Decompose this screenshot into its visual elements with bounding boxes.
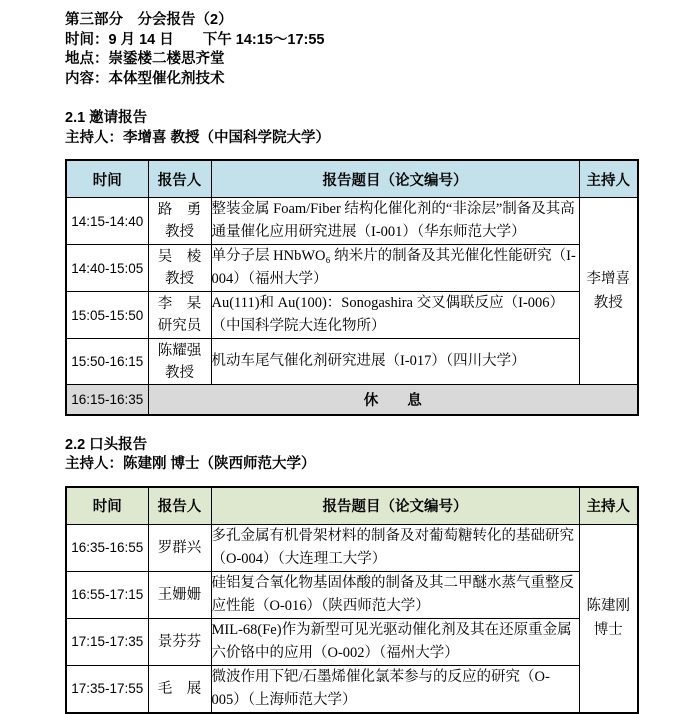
section-2-2-chair-line: 主持人：陈建刚 博士（陕西师范大学） — [65, 456, 316, 472]
talk-title-cell: 硅铝复合氧化物基固体酸的制备及其二甲醚水蒸气重整反应性能（O-016）（陕西师范大学） — [211, 571, 579, 618]
invited-talks-table — [65, 159, 639, 416]
speaker-name: 李 杲 — [157, 296, 202, 312]
section-oral-talks — [65, 436, 640, 714]
time-cell: 16:55-17:15 — [66, 571, 148, 618]
speaker-cell — [148, 292, 211, 339]
speaker-cell: 毛 展 — [148, 665, 211, 713]
time-cell: 16:35-16:55 — [66, 524, 148, 571]
time-cell: 17:35-17:55 — [66, 665, 148, 713]
table-row — [66, 198, 638, 245]
table-row — [66, 245, 638, 292]
session-time-line: 时间：9 月 14 日 下午 14:15～17:55 — [65, 31, 325, 48]
venue-line: 地点：崇鋈楼二楼思齐堂 — [65, 51, 225, 67]
column-header-title: 报告题目（论文编号） — [211, 487, 579, 525]
break-label-cell: 休 息 — [148, 385, 638, 415]
column-header-chair: 主持人 — [579, 160, 638, 198]
table-row — [66, 665, 638, 713]
chair-name: 陈建刚 — [586, 598, 630, 614]
column-header-time: 时间 — [66, 487, 148, 525]
talk-title-cell: 微波作用下钯/石墨烯催化氯苯参与的反应的研究（O-005）（上海师范大学） — [211, 665, 579, 713]
section-2-1-heading: 2.1 邀请报告 — [65, 110, 148, 126]
table-header-row — [66, 487, 638, 525]
speaker-cell — [148, 245, 211, 292]
time-cell: 14:40-15:05 — [66, 245, 148, 292]
table-row — [66, 571, 638, 618]
speaker-name: 吴 棱 — [157, 249, 202, 265]
chair-title: 教授 — [593, 295, 623, 311]
column-header-time: 时间 — [66, 160, 148, 198]
speaker-cell: 王姗姗 — [148, 571, 211, 618]
content-line: 内容：本体型催化剂技术 — [65, 70, 225, 87]
chair-name: 李增喜 — [586, 271, 630, 287]
talk-title-cell: 整装金属 Foam/Fiber 结构化催化剂的“非涂层”制备及其高通量催化应用研究进展（I-001）（华东师范大学） — [211, 198, 579, 245]
speaker-title: 教授 — [165, 224, 194, 240]
talk-title-cell: MIL-68(Fe)作为新型可见光驱动催化剂及其在还原重金属六价铬中的应用（O-002）（福州大学） — [211, 618, 579, 665]
speaker-title: 教授 — [165, 364, 194, 381]
session-chair-cell — [579, 198, 638, 385]
talk-title-cell: 机动车尾气催化剂研究进展（I-017）（四川大学） — [211, 339, 579, 385]
speaker-cell — [148, 198, 211, 245]
time-cell: 15:05-15:50 — [66, 292, 148, 339]
section-2-2-heading: 2.2 口头报告 — [65, 436, 148, 453]
session-chair-cell — [579, 524, 638, 713]
talk-title-cell: 多孔金属有机骨架材料的制备及对葡萄糖转化的基础研究（O-004）（大连理工大学） — [211, 524, 579, 571]
section-2-1-chair-line: 主持人：李增喜 教授（中国科学院大学） — [65, 129, 331, 146]
part-title: 第三部分 分会报告（2） — [65, 12, 233, 28]
speaker-cell: 罗群兴 — [148, 524, 211, 571]
oral-talks-table — [65, 486, 639, 714]
speaker-cell — [148, 339, 211, 385]
speaker-cell: 景芬芬 — [148, 618, 211, 665]
column-header-speaker: 报告人 — [148, 160, 211, 198]
time-cell: 15:50-16:15 — [66, 339, 148, 385]
break-row — [66, 385, 638, 415]
time-cell: 17:15-17:35 — [66, 618, 148, 665]
table-row — [66, 618, 638, 665]
speaker-title: 研究员 — [157, 318, 202, 334]
speaker-name: 路 勇 — [157, 202, 202, 218]
table-row — [66, 339, 638, 385]
chair-title: 博士 — [593, 622, 623, 638]
speaker-name: 陈耀强 — [157, 342, 202, 359]
talk-title-cell: 单分子层 HNbWO₆ 纳米片的制备及其光催化性能研究（I-004）（福州大学） — [211, 245, 579, 292]
break-time-cell: 16:15-16:35 — [66, 385, 148, 415]
table-row — [66, 292, 638, 339]
column-header-title: 报告题目（论文编号） — [211, 160, 579, 198]
column-header-chair: 主持人 — [579, 487, 638, 525]
time-cell: 14:15-14:40 — [66, 198, 148, 245]
table-row — [66, 524, 638, 571]
table-header-row — [66, 160, 638, 198]
speaker-title: 教授 — [165, 271, 194, 287]
section-invited-talks — [65, 109, 640, 416]
doc-header — [65, 11, 640, 89]
column-header-speaker: 报告人 — [148, 487, 211, 525]
talk-title-cell: Au(111)和 Au(100)：Sonogashira 交叉偶联反应（I-006）（中国科学院大连化物所） — [211, 292, 579, 339]
